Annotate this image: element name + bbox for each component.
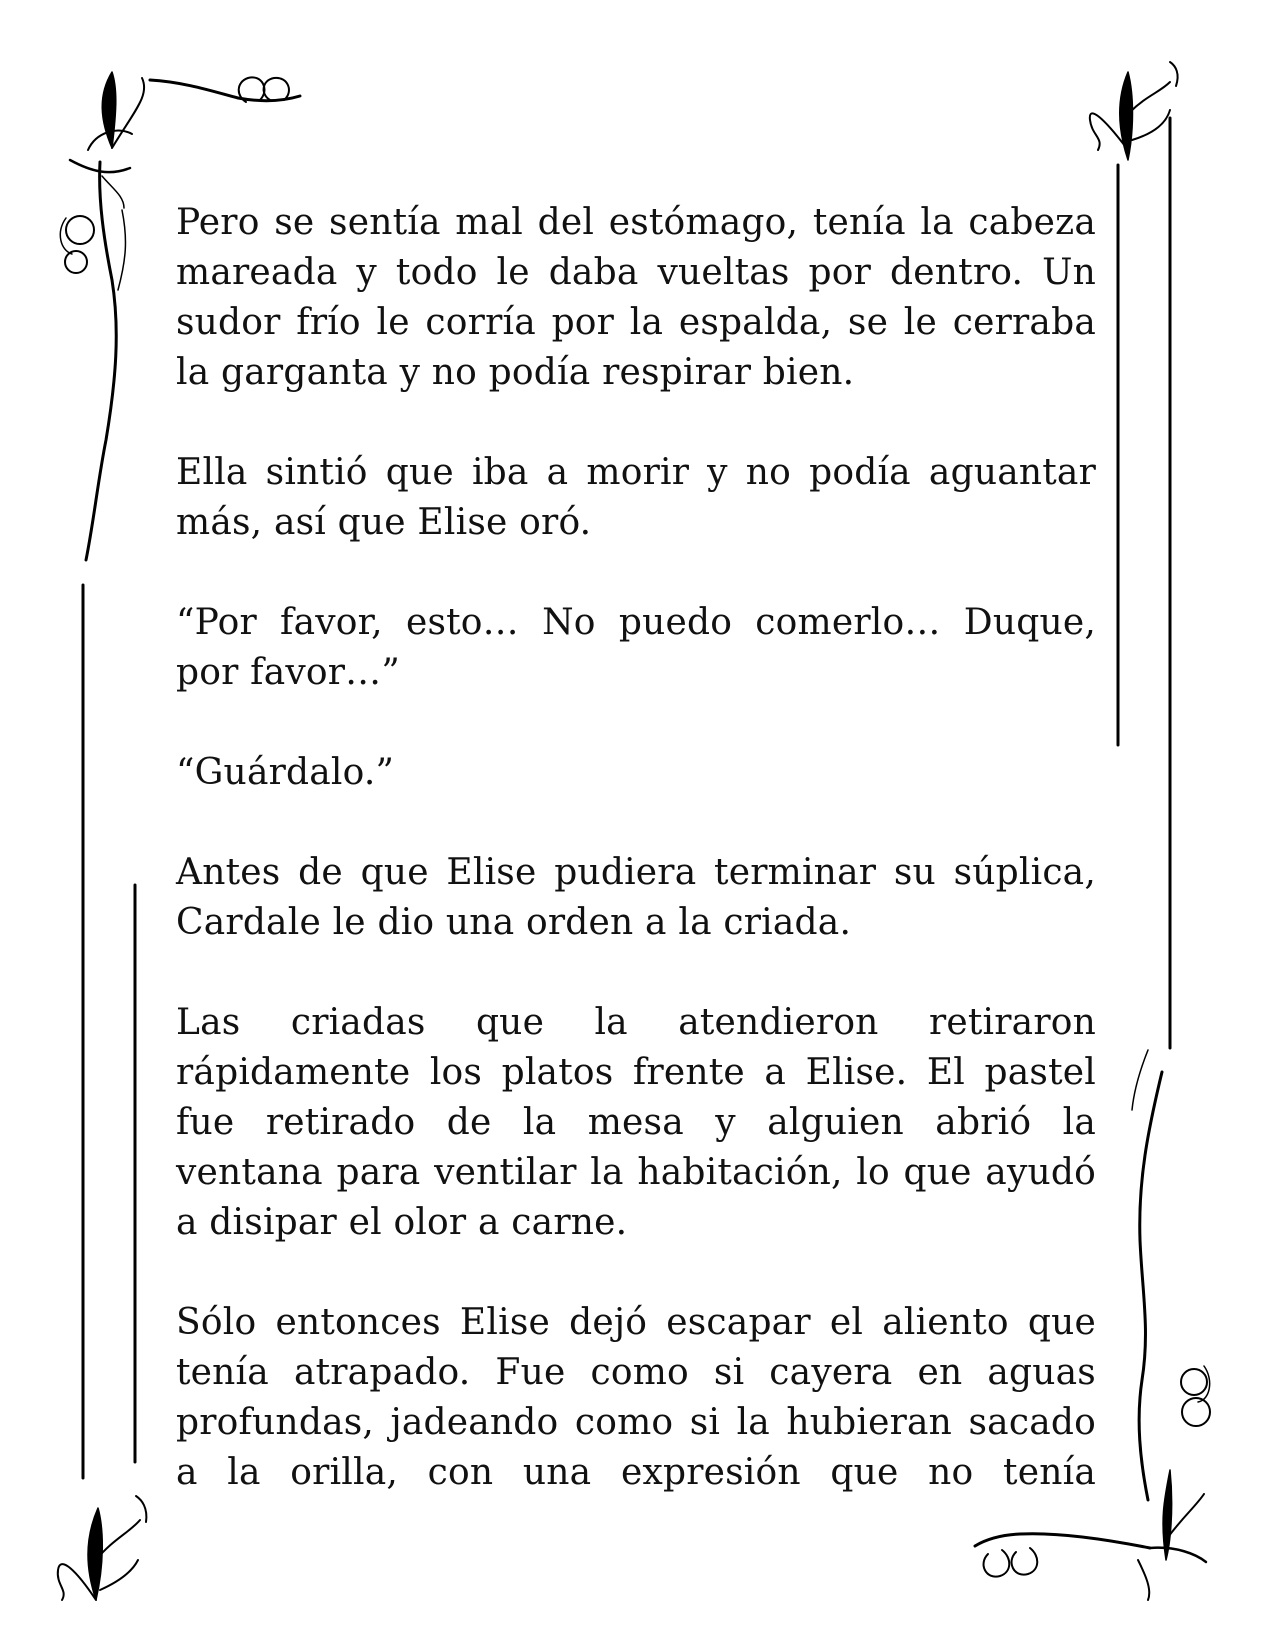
paragraph: Ella sintió que iba a morir y no podía aguantar más, así que Elise oró. bbox=[176, 452, 1096, 543]
paragraph: Antes de que Elise pudiera terminar su súplica, Cardale le dio una orden a la criada. bbox=[176, 852, 1096, 943]
paragraph: Sólo entonces Elise dejó escapar el aliento que tenía atrapado. Fue como si cayera en aguas profundas, jadeando como si la hubieran sacado a la orilla, con una expresión que no tenía bbox=[176, 1302, 1096, 1493]
dialogue-paragraph: “Guárdalo.” bbox=[176, 752, 395, 793]
dialogue-paragraph: “Por favor, esto… No puedo comerlo… Duque, por favor…” bbox=[176, 602, 1096, 693]
paragraph: Pero se sentía mal del estómago, tenía la cabeza mareada y todo le daba vueltas por dentro. Un sudor frío le corría por la espalda, se le cerraba la garganta y no podía respirar bien. bbox=[176, 202, 1096, 393]
page-body bbox=[176, 198, 1096, 1498]
paragraph: Las criadas que la atendieron retiraron rápidamente los platos frente a Elise. El pastel fue retirado de la mesa y alguien abrió la ventana para ventilar la habitación, lo que ayudó a disipar el olor a carne. bbox=[176, 1002, 1096, 1243]
corner-flourish-top-right bbox=[1090, 62, 1178, 160]
corner-flourish-bottom-left bbox=[58, 1496, 147, 1600]
